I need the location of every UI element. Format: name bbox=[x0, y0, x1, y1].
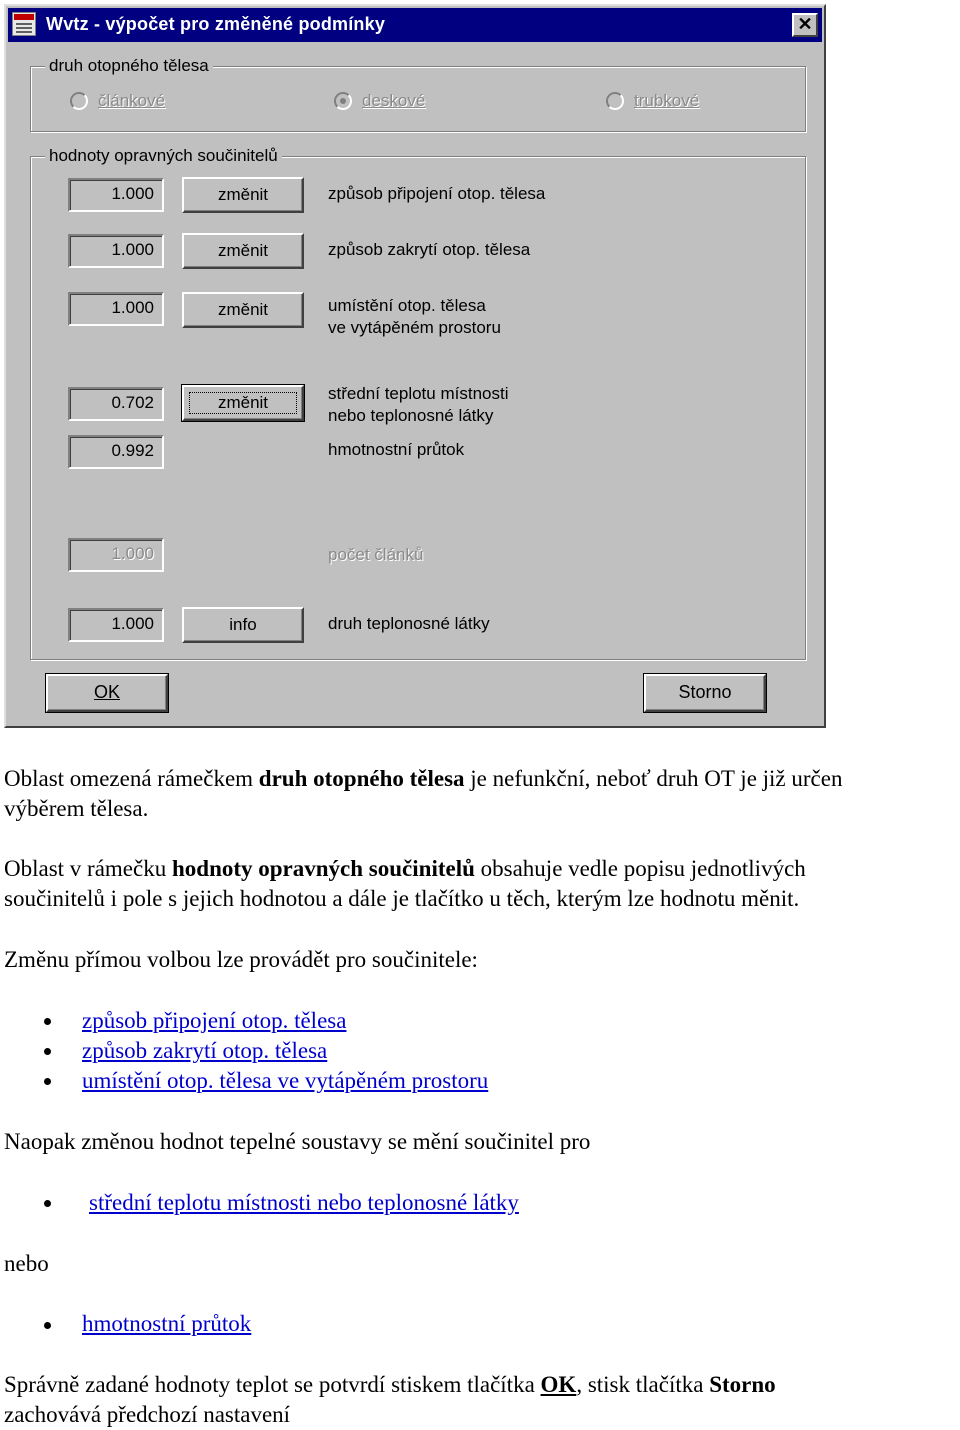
bullet-icon bbox=[44, 1322, 51, 1329]
radio-trubkove-label: trubkové bbox=[634, 91, 700, 110]
radio-clankove-circle[interactable] bbox=[70, 92, 88, 110]
paragraph-4: Naopak změnou hodnot tepelné soustavy se mění součinitel pro bbox=[4, 1129, 591, 1154]
coef-label-placement-1: umístění otop. tělesa bbox=[328, 296, 486, 315]
app-icon bbox=[12, 12, 36, 36]
link-temperature[interactable]: střední teplotu místnosti nebo teplonosné látky bbox=[89, 1190, 519, 1215]
p6-text-e: zachovává předchozí nastavení bbox=[4, 1402, 291, 1427]
paragraph-nebo: nebo bbox=[4, 1251, 49, 1276]
p2-text-c: obsahuje vedle popisu jednotlivých bbox=[474, 856, 806, 881]
close-button[interactable] bbox=[792, 13, 818, 37]
link-connection[interactable]: způsob připojení otop. tělesa bbox=[82, 1008, 347, 1033]
change-cover-button[interactable]: změnit bbox=[182, 233, 304, 269]
ok-button[interactable] bbox=[46, 674, 168, 712]
coef-value-connection: 1.000 bbox=[68, 178, 164, 212]
coef-label-massflow: hmotnostní průtok bbox=[328, 440, 465, 459]
coef-label-cover: způsob zakrytí otop. tělesa bbox=[328, 240, 531, 259]
p1-bold: druh otopného tělesa bbox=[258, 766, 465, 791]
radio-deskove-label: deskové bbox=[362, 91, 426, 110]
radio-clankove[interactable] bbox=[70, 90, 165, 112]
paragraph-3: Změnu přímou volbou lze provádět pro součinitele: bbox=[4, 947, 478, 972]
info-medium-button[interactable]: info bbox=[182, 607, 304, 643]
focus-ring bbox=[189, 392, 297, 414]
p6-text-c: , stisk tlačítka bbox=[576, 1372, 710, 1397]
link-placement[interactable]: umístění otop. tělesa ve vytápěném prostoru bbox=[82, 1068, 489, 1093]
p2-text-d: součinitelů i pole s jejich hodnotou a dále je tlačítko u těch, kterým lze hodnotu měnit. bbox=[4, 886, 800, 911]
link-massflow[interactable]: hmotnostní průtok bbox=[82, 1311, 252, 1336]
coef-label-sections: počet článků bbox=[328, 545, 424, 564]
coef-label-temperature-2: nebo teplonosné látky bbox=[328, 406, 494, 425]
change-temperature-label: změnit bbox=[217, 393, 269, 412]
coef-value-sections: 1.000 bbox=[68, 538, 164, 572]
coef-legend: hodnoty opravných součinitelů bbox=[45, 146, 282, 166]
bullet-icon bbox=[44, 1018, 51, 1025]
p6-ok: OK bbox=[540, 1372, 577, 1397]
coef-label-temperature-1: střední teplotu místnosti bbox=[328, 384, 509, 403]
window-title: Wvtz - výpočet pro změněné podmínky bbox=[46, 14, 386, 34]
p2-text-a: Oblast v rámečku bbox=[4, 856, 172, 881]
bullet-icon bbox=[44, 1048, 51, 1055]
coef-value-cover: 1.000 bbox=[68, 234, 164, 268]
p6-text-a: Správně zadané hodnoty teplot se potvrdí stiskem tlačítka bbox=[4, 1372, 541, 1397]
bullet-icon bbox=[44, 1200, 51, 1207]
change-temperature-button[interactable] bbox=[182, 385, 304, 421]
p6-storno: Storno bbox=[709, 1372, 776, 1397]
paragraph-6 bbox=[4, 1370, 956, 1430]
radio-trubkove-circle[interactable] bbox=[606, 92, 624, 110]
title-bar[interactable] bbox=[8, 8, 822, 42]
close-icon: ✕ bbox=[797, 14, 813, 34]
link-cover[interactable]: způsob zakrytí otop. tělesa bbox=[82, 1038, 328, 1063]
coef-value-massflow: 0.992 bbox=[68, 435, 164, 469]
change-placement-button[interactable]: změnit bbox=[182, 292, 304, 328]
coef-label-placement-2: ve vytápěném prostoru bbox=[328, 318, 501, 337]
p1-text-a: Oblast omezená rámečkem bbox=[4, 766, 259, 791]
coef-value-medium: 1.000 bbox=[68, 608, 164, 642]
bullet-icon bbox=[44, 1078, 51, 1085]
radio-deskove[interactable] bbox=[334, 90, 425, 112]
radio-trubkove[interactable] bbox=[606, 90, 699, 112]
body-type-legend: druh otopného tělesa bbox=[45, 56, 213, 76]
coef-value-placement: 1.000 bbox=[68, 292, 164, 326]
p1-text-d: výběrem tělesa. bbox=[4, 796, 149, 821]
radio-deskove-circle[interactable] bbox=[334, 92, 352, 110]
ok-button-label: OK bbox=[93, 682, 120, 702]
radio-clankove-label: článkové bbox=[98, 91, 166, 110]
p2-bold: hodnoty opravných součinitelů bbox=[171, 856, 475, 881]
coef-label-medium: druh teplonosné látky bbox=[328, 614, 490, 633]
cancel-button-label: Storno bbox=[678, 682, 732, 702]
p1-text-c: je nefunkční, neboť druh OT je již určen bbox=[464, 766, 843, 791]
dialog-window bbox=[4, 4, 826, 728]
paragraph-1 bbox=[4, 764, 956, 824]
cancel-button[interactable] bbox=[644, 674, 766, 712]
change-connection-button[interactable]: změnit bbox=[182, 177, 304, 213]
coef-label-connection: způsob připojení otop. tělesa bbox=[328, 184, 546, 203]
paragraph-2 bbox=[4, 854, 956, 914]
coef-value-temperature: 0.702 bbox=[68, 387, 164, 421]
